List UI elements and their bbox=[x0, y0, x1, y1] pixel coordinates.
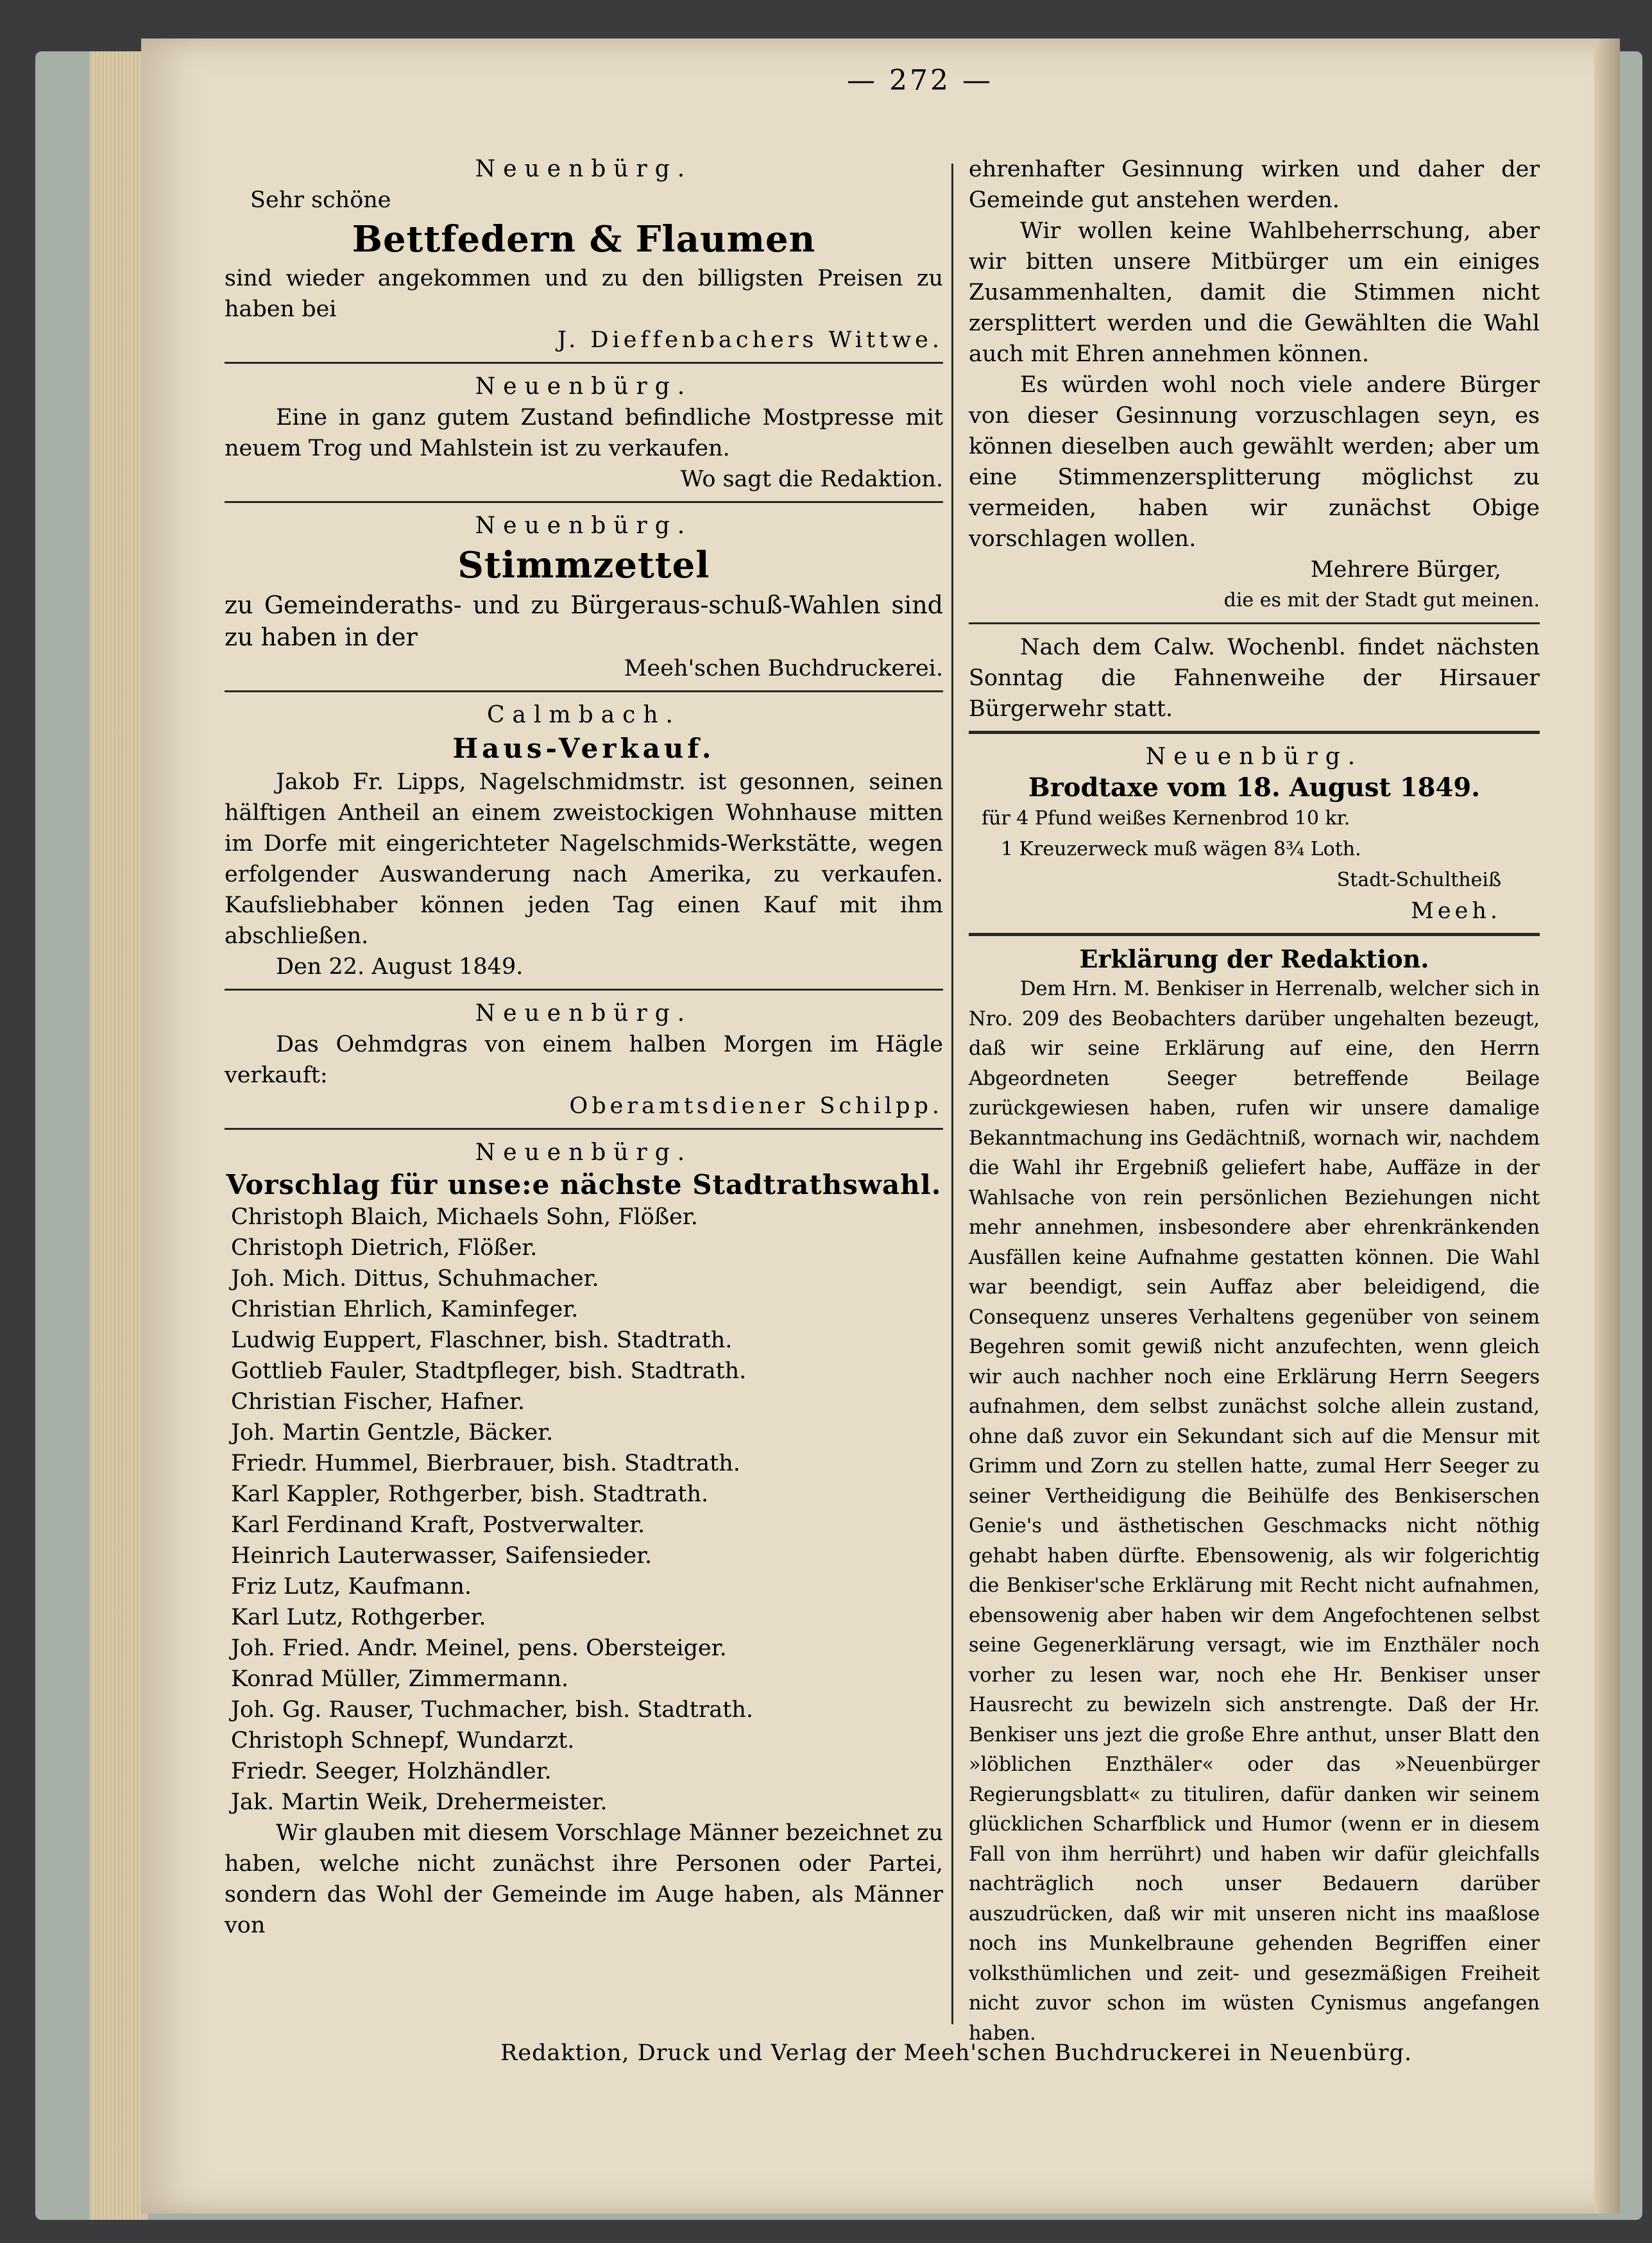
ad-place: Neuenbürg. bbox=[475, 156, 693, 182]
list-item: Heinrich Lauterwasser, Saifensieder. bbox=[231, 1543, 652, 1569]
vorschlag-continuation bbox=[969, 154, 1540, 616]
ad-divider bbox=[969, 622, 1540, 624]
brodtaxe-signature: Stadt-Schultheiß bbox=[1336, 869, 1501, 891]
list-item: Konrad Müller, Zimmermann. bbox=[231, 1666, 569, 1692]
ad-vorschlag bbox=[225, 1138, 943, 1941]
book-spine bbox=[1594, 38, 1620, 2213]
ad-closing: Wir glauben mit diesem Vorschlage Männer bezeichnet zu haben, welche nicht zunächst ihre Personen oder Partei, sondern das Wohl der Gemeinde im Auge haben, als Männer von bbox=[225, 1820, 943, 1938]
ad-place: Neuenbürg. bbox=[475, 1000, 693, 1027]
ad-headline: Bettfedern & Flaumen bbox=[352, 218, 816, 260]
imprint-footer: Redaktion, Druck und Verlag der Meeh'schen Buchdruckerei in Neuenbürg. bbox=[500, 2040, 1413, 2066]
list-item: Christoph Dietrich, Flößer. bbox=[231, 1235, 538, 1261]
ad-headline: Stimmzettel bbox=[457, 544, 710, 586]
ad-divider bbox=[225, 362, 943, 364]
ad-body: zu Gemeinderaths- und zu Bürgeraus-schuß-Wahlen sind zu haben in der bbox=[225, 591, 943, 651]
ad-intro: Sehr schöne bbox=[250, 187, 391, 213]
ad-divider bbox=[225, 690, 943, 692]
ad-place: Neuenbürg. bbox=[475, 513, 693, 539]
ad-divider bbox=[969, 731, 1540, 734]
list-item: Ludwig Euppert, Flaschner, bish. Stadtrath. bbox=[231, 1327, 733, 1353]
ad-body: Das Oehmdgras von einem halben Morgen im Hägle verkauft: bbox=[225, 1032, 943, 1088]
ad-body: sind wieder angekommen und zu den billigsten Preisen zu haben bei bbox=[225, 266, 943, 322]
ad-headline: Haus-Verkauf. bbox=[452, 733, 715, 764]
signature-sub: die es mit der Stadt gut meinen. bbox=[1223, 589, 1540, 611]
list-item: Friedr. Seeger, Holzhändler. bbox=[231, 1759, 552, 1784]
ad-divider bbox=[225, 989, 943, 991]
paragraph: Es würden wohl noch viele andere Bürger von dieser Gesinnung vorzuschlagen seyn, es können dieselben auch gewählt werden; aber um eine Stimmenzersplitterung möglichst zu vermeiden, haben wir zunächst Obige vorschlagen wollen. bbox=[969, 372, 1540, 552]
ad-place: Neuenbürg. bbox=[475, 373, 693, 400]
ad-body: Eine in ganz gutem Zustand befindliche Mostpresse mit neuem Trog und Mahlstein ist zu verkaufen. bbox=[225, 405, 943, 461]
ad-signature: J. Dieffenbachers Wittwe. bbox=[557, 327, 943, 353]
page-edges bbox=[90, 51, 148, 2220]
list-item: Friedr. Hummel, Bierbrauer, bish. Stadtrath. bbox=[231, 1451, 740, 1476]
ad-stimmzettel bbox=[225, 511, 943, 684]
erklaerung-body: Dem Hrn. M. Benkiser in Herrenalb, welcher sich in Nro. 209 des Beobachters darüber ungehalten bezeugt, daß wir seine Erklärung auf eine, den Herrn Abgeordneten Seeger betreffende Beilage zurückgewiesen haben, rufen wir unsere damalige Bekanntmachung ins Gedächtniß, wornach wir, nachdem die Wahl ihr Ergebniß geliefert habe, Auffäze in der Wahlsache von rein persönlichen Beziehungen nicht mehr annehmen, insbesondere aber ehrenkränkenden Ausfällen keine Aufnahme gestatten können. Die Wahl war beendigt, sein Auffaz aber beleidigend, die Consequenz unseres Verhaltens gegenüber von seinem Begehren somit gewiß nicht anzufechten, wenn gleich wir auch nachher noch eine Erklärung Herrn Seegers aufnahmen, dem selbst zunächst solche allein zustand, ohne daß zuvor ein Sekundant sich auf die Mensur mit Grimm und Zorn zu stellen hatte, zumal Herr Seeger zu seiner Vertheidigung die Beihülfe des Benkiserschen Genie's und ästhetischen Geschmacks nicht nöthig gehabt haben dürfte. Ebensowenig, als wir folgerichtig die Benkiser'sche Erklärung mit Recht nicht aufnahmen, ebensowenig aber haben wir dem Angefochtenen selbst seine Gegenerklärung versagt, wie im Enzthäler noch vorher zu lesen war, noch ehe Hr. Benkiser unser Hausrecht zu bewizeln sich anstrengte. Daß der Hr. Benkiser uns jezt die große Ehre anthut, unser Blatt den »löblichen Enzthäler« oder das »Neuenbürger Regierungsblatt« zu tituliren, dafür danken wir seinem glücklichen Scharfblick und Humor (wenn er in diesem Fall von ihm herrührt) und haben wir dafür gleichfalls nachträglich noch unser Bedauern darüber auszudrücken, daß wir mit unseren nicht ins maaßlose noch ins Munkelbraune gehenden Begriffen einer volksthümlichen und zeit- und gesezmäßigen Freiheit nicht zuvor schon im wüsten Cynismus angefangen haben. bbox=[969, 978, 1540, 2045]
brodtaxe-line: für 4 Pfund weißes Kernenbrod 10 kr. bbox=[982, 807, 1350, 830]
ad-mostpresse bbox=[225, 371, 943, 495]
list-item: Christoph Blaich, Michaels Sohn, Flößer. bbox=[231, 1204, 698, 1230]
paragraph: Wir wollen keine Wahlbeherrschung, aber wir bitten unsere Mitbürger um ein einiges Zusammenhalten, damit die Stimmen nicht zersplittert werden und die Gewählten die Wahl auch mit Ehren annehmen können. bbox=[969, 218, 1540, 367]
list-item: Karl Kappler, Rothgerber, bish. Stadtrath. bbox=[231, 1481, 709, 1507]
right-column bbox=[969, 154, 1540, 2055]
brodtaxe-signature-name: Meeh. bbox=[1411, 898, 1501, 924]
brodtaxe-headline: Brodtaxe vom 18. August 1849. bbox=[1028, 772, 1481, 803]
ad-divider bbox=[225, 501, 943, 503]
ad-signature: Meeh'schen Buchdruckerei. bbox=[624, 656, 943, 681]
list-item: Christoph Schnepf, Wundarzt. bbox=[231, 1728, 575, 1753]
list-item: Joh. Gg. Rauser, Tuchmacher, bish. Stadtrath. bbox=[231, 1697, 754, 1723]
ad-divider bbox=[225, 1128, 943, 1130]
ad-hausverkauf bbox=[225, 700, 943, 982]
notice-body: Nach dem Calw. Wochenbl. findet nächsten Sonntag die Fahnenweihe der Hirsauer Bürgerwehr statt. bbox=[969, 635, 1540, 722]
paragraph: ehrenhafter Gesinnung wirken und daher der Gemeinde gut anstehen werden. bbox=[969, 157, 1540, 213]
list-item: Jak. Martin Weik, Drehermeister. bbox=[231, 1789, 608, 1815]
list-item: Christian Ehrlich, Kaminfeger. bbox=[231, 1297, 579, 1322]
ad-oehmdgras bbox=[225, 998, 943, 1122]
list-item: Karl Lutz, Rothgerber. bbox=[231, 1605, 486, 1630]
list-item: Joh. Martin Gentzle, Bäcker. bbox=[231, 1420, 554, 1446]
list-item: Christian Fischer, Hafner. bbox=[231, 1389, 525, 1415]
ad-headline: Vorschlag für unse:e nächste Stadtrathswahl. bbox=[226, 1169, 942, 1200]
notice-fahnenweihe bbox=[969, 632, 1540, 724]
brodtaxe-line: 1 Kreuzerweck muß wägen 8¾ Loth. bbox=[1001, 838, 1361, 860]
ad-place: Neuenbürg. bbox=[475, 1139, 693, 1166]
signature: Mehrere Bürger, bbox=[1310, 557, 1501, 583]
candidate-list bbox=[225, 1202, 943, 1818]
ad-bettfedern bbox=[225, 154, 943, 355]
ad-place: Calmbach. bbox=[487, 702, 681, 728]
list-item: Joh. Mich. Dittus, Schuhmacher. bbox=[231, 1266, 599, 1292]
brodtaxe bbox=[969, 742, 1540, 926]
list-item: Gottlieb Fauler, Stadtpfleger, bish. Stadtrath. bbox=[231, 1358, 747, 1384]
ad-signature: Oberamtsdiener Schilpp. bbox=[569, 1093, 943, 1119]
list-item: Karl Ferdinand Kraft, Postverwalter. bbox=[231, 1512, 645, 1538]
ad-place: Neuenbürg. bbox=[1145, 744, 1363, 770]
ad-date: Den 22. August 1849. bbox=[276, 954, 524, 980]
left-column bbox=[225, 154, 943, 1947]
list-item: Friz Lutz, Kaufmann. bbox=[231, 1574, 472, 1599]
ad-body: Jakob Fr. Lipps, Nagelschmidmstr. ist gesonnen, seinen hälftigen Antheil an einem zweistockigen Wohnhause mitten im Dorfe mit eingerichteter Nagelschmids-Werkstätte, wegen erfolgender Auswanderung nach Amerika, zu verkaufen. Kaufsliebhaber können jeden Tag einen Kauf mit ihm abschließen. bbox=[225, 769, 943, 949]
column-divider bbox=[951, 164, 953, 2024]
ad-divider bbox=[969, 933, 1540, 936]
ad-where: Wo sagt die Redaktion. bbox=[680, 466, 943, 492]
erklaerung-headline: Erklärung der Redaktion. bbox=[1079, 944, 1429, 973]
page-number: — 272 — bbox=[847, 64, 993, 97]
erklaerung-redaktion bbox=[969, 944, 1540, 2049]
list-item: Joh. Fried. Andr. Meinel, pens. Obersteiger. bbox=[231, 1635, 727, 1661]
